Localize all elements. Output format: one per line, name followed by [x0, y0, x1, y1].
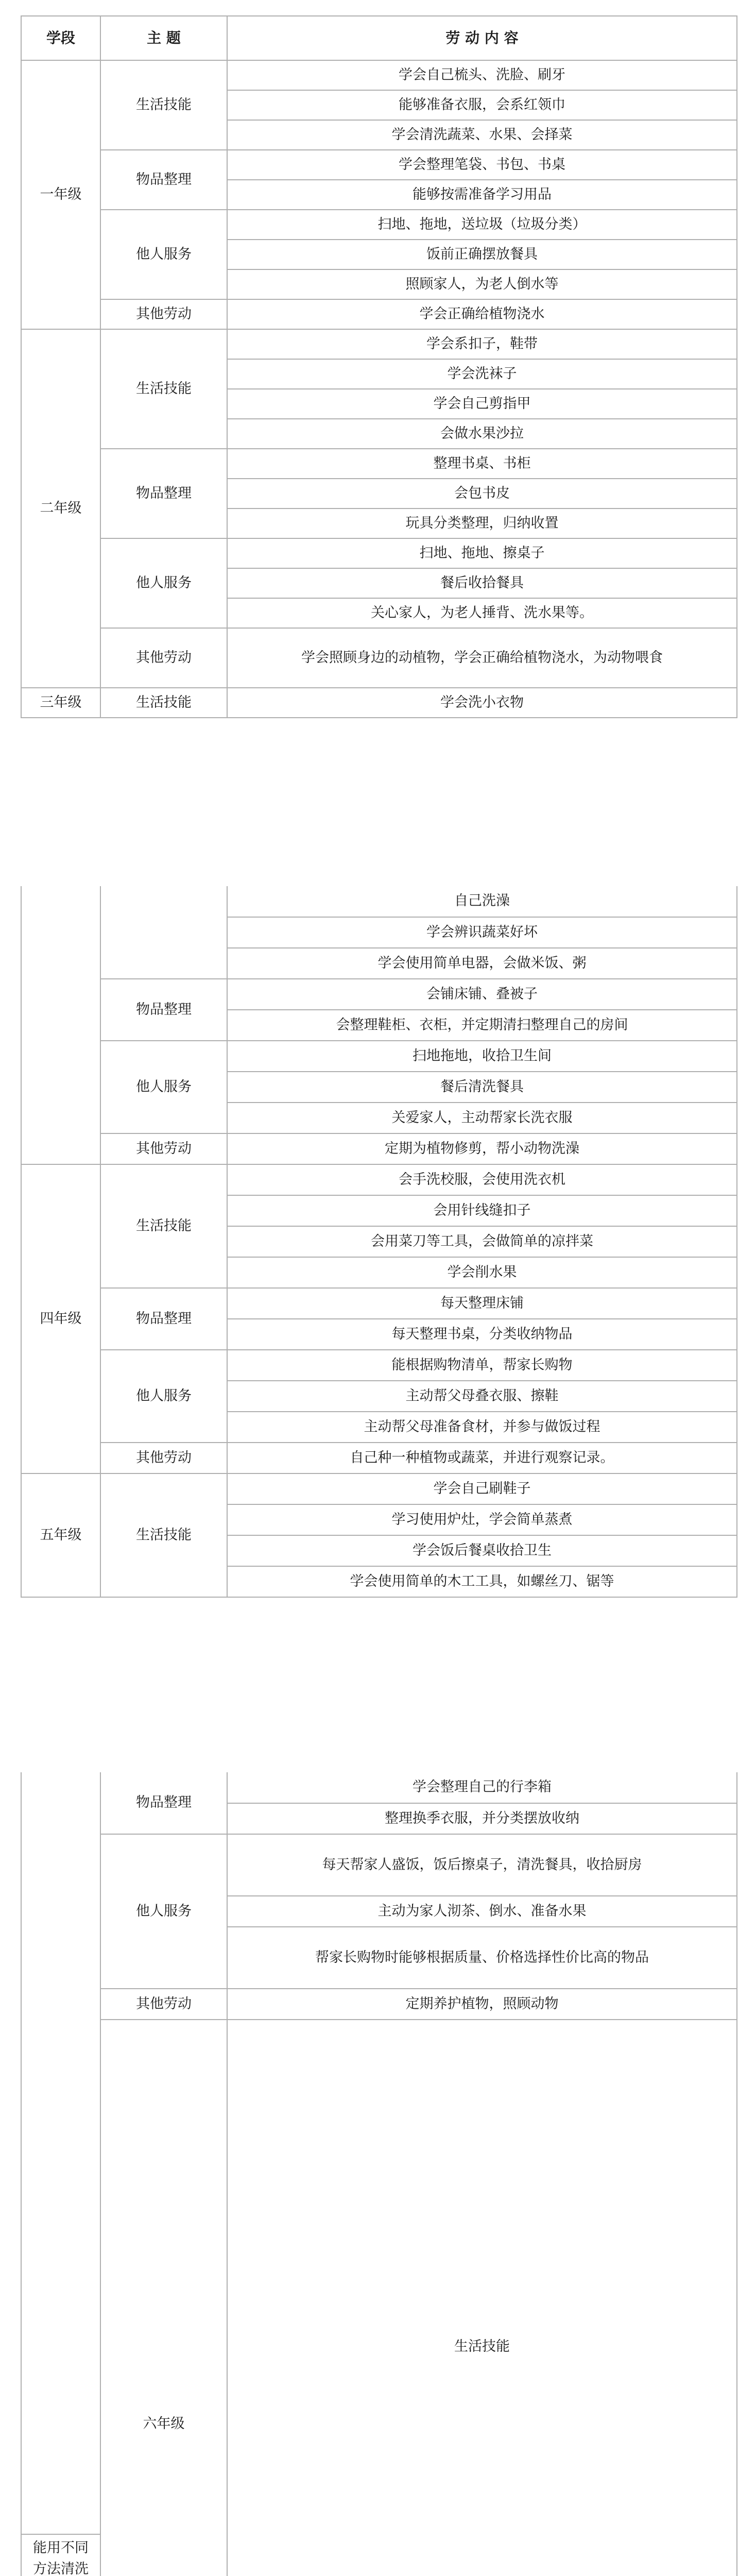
content-cell: 餐后清洗餐具	[227, 1072, 737, 1103]
content-cell: 会手洗校服，会使用洗衣机	[227, 1164, 737, 1195]
content-cell: 学会洗小衣物	[227, 688, 737, 718]
topic-cell: 生活技能	[100, 1473, 227, 1597]
topic-cell: 他人服务	[100, 1350, 227, 1443]
content-cell: 学会正确给植物浇水	[227, 299, 737, 329]
content-cell: 玩具分类整理，归纳收置	[227, 509, 737, 538]
content-cell: 主动帮父母准备食材，并参与做饭过程	[227, 1412, 737, 1443]
header-stage: 学段	[21, 16, 100, 60]
content-cell: 学会清洗蔬菜、水果、会择菜	[227, 120, 737, 150]
table-row	[21, 2020, 737, 2193]
topic-cell: 其他劳动	[100, 1133, 227, 1164]
labor-table-part-1	[21, 15, 737, 718]
content-cell: 学会使用简单的木工工具，如螺丝刀、锯等	[227, 1566, 737, 1597]
content-cell: 会做水果沙拉	[227, 419, 737, 449]
content-cell: 能够按需准备学习用品	[227, 180, 737, 210]
content-cell: 学会自己剪指甲	[227, 389, 737, 419]
header-row	[21, 16, 737, 60]
topic-cell: 生活技能	[100, 1164, 227, 1288]
page-1	[21, 15, 736, 718]
table-row	[21, 1989, 737, 2020]
stage-cell: 一年级	[21, 60, 100, 329]
topic-cell: 生活技能	[100, 60, 227, 150]
table-row	[21, 1288, 737, 1319]
content-cell: 学会削水果	[227, 1257, 737, 1288]
content-cell: 学会整理笔袋、书包、书桌	[227, 150, 737, 180]
content-cell: 餐后收拾餐具	[227, 568, 737, 598]
topic-cell: 物品整理	[100, 979, 227, 1041]
table-row	[21, 538, 737, 568]
table-row	[21, 979, 737, 1010]
content-cell: 主动帮父母叠衣服、擦鞋	[227, 1381, 737, 1412]
content-cell: 扫地、拖地，送垃圾（垃圾分类）	[227, 210, 737, 240]
topic-cell: 其他劳动	[100, 299, 227, 329]
topic-cell: 其他劳动	[100, 628, 227, 688]
content-cell: 定期养护植物，照顾动物	[227, 1989, 737, 2020]
content-cell: 学会洗袜子	[227, 359, 737, 389]
topic-cell: 物品整理	[100, 1772, 227, 1834]
content-cell: 帮家长购物时能够根据质量、价格选择性价比高的物品	[227, 1927, 737, 1989]
topic-cell: 他人服务	[100, 1834, 227, 1989]
content-cell: 关心家人，为老人捶背、洗水果等。	[227, 598, 737, 628]
content-cell: 能够准备衣服，会系红领巾	[227, 90, 737, 120]
content-cell: 学会照顾身边的动植物，学会正确给植物浇水，为动物喂食	[227, 628, 737, 688]
content-cell: 会整理鞋柜、衣柜，并定期清扫整理自己的房间	[227, 1010, 737, 1041]
labor-table-part-3	[21, 1772, 737, 2576]
content-cell: 学会整理自己的行李箱	[227, 1772, 737, 1803]
table-row	[21, 688, 737, 718]
content-cell: 自己种一种植物或蔬菜，并进行观察记录。	[227, 1443, 737, 1473]
content-cell: 饭前正确摆放餐具	[227, 240, 737, 269]
content-cell: 能用不同方法清洗	[21, 2534, 100, 2576]
content-cell: 主动为家人沏茶、倒水、准备水果	[227, 1896, 737, 1927]
content-cell: 照顾家人，为老人倒水等	[227, 269, 737, 299]
table-row	[21, 210, 737, 240]
stage-cell: 二年级	[21, 329, 100, 688]
topic-cell: 他人服务	[100, 538, 227, 628]
topic-cell: 物品整理	[100, 449, 227, 538]
header-content: 劳 动 内 容	[227, 16, 737, 60]
labor-table-part-2	[21, 886, 737, 1598]
table-row	[21, 886, 737, 917]
table-row	[21, 299, 737, 329]
content-cell: 每天整理书桌，分类收纳物品	[227, 1319, 737, 1350]
table-row	[21, 628, 737, 688]
content-cell: 学习使用炉灶，学会简单蒸煮	[227, 1504, 737, 1535]
stage-cell	[21, 1772, 100, 2534]
topic-cell: 生活技能	[227, 2020, 737, 2576]
table-row	[21, 60, 737, 90]
content-cell: 扫地拖地，收拾卫生间	[227, 1041, 737, 1072]
topic-cell: 物品整理	[100, 1288, 227, 1350]
header-topic: 主 题	[100, 16, 227, 60]
topic-cell: 生活技能	[100, 688, 227, 718]
content-cell: 会铺床铺、叠被子	[227, 979, 737, 1010]
stage-cell	[21, 886, 100, 1164]
content-cell: 学会使用简单电器，会做米饭、粥	[227, 948, 737, 979]
content-cell: 学会自己刷鞋子	[227, 1473, 737, 1504]
stage-cell: 六年级	[100, 2020, 227, 2576]
content-cell: 整理换季衣服，并分类摆放收纳	[227, 1803, 737, 1834]
table-row	[21, 1473, 737, 1504]
topic-cell	[100, 886, 227, 979]
stage-cell: 三年级	[21, 688, 100, 718]
content-cell: 学会辨识蔬菜好坏	[227, 917, 737, 948]
table-row	[21, 1834, 737, 1896]
page-2	[21, 886, 736, 1598]
topic-cell: 其他劳动	[100, 1989, 227, 2020]
table-row	[21, 329, 737, 359]
content-cell: 整理书桌、书柜	[227, 449, 737, 479]
content-cell: 会用针线缝扣子	[227, 1195, 737, 1226]
content-cell: 每天帮家人盛饭，饭后擦桌子，清洗餐具，收拾厨房	[227, 1834, 737, 1896]
stage-cell: 四年级	[21, 1164, 100, 1473]
topic-cell: 其他劳动	[100, 1443, 227, 1473]
content-cell: 自己洗澡	[227, 886, 737, 917]
topic-cell: 他人服务	[100, 1041, 227, 1133]
topic-cell: 物品整理	[100, 150, 227, 210]
content-cell: 学会自己梳头、洗脸、刷牙	[227, 60, 737, 90]
content-cell: 扫地、拖地、擦桌子	[227, 538, 737, 568]
content-cell: 会包书皮	[227, 479, 737, 509]
table-row	[21, 1772, 737, 1803]
content-cell: 关爱家人，主动帮家长洗衣服	[227, 1103, 737, 1133]
content-cell: 每天整理床铺	[227, 1288, 737, 1319]
table-row	[21, 150, 737, 180]
stage-cell: 五年级	[21, 1473, 100, 1597]
table-row	[21, 449, 737, 479]
page-3	[21, 1772, 736, 2576]
topic-cell: 他人服务	[100, 210, 227, 299]
content-cell: 能根据购物清单，帮家长购物	[227, 1350, 737, 1381]
table-row	[21, 1443, 737, 1473]
content-cell: 学会系扣子，鞋带	[227, 329, 737, 359]
table-row	[21, 1164, 737, 1195]
content-cell: 学会饭后餐桌收拾卫生	[227, 1535, 737, 1566]
content-cell: 会用菜刀等工具，会做简单的凉拌菜	[227, 1226, 737, 1257]
table-row	[21, 1133, 737, 1164]
topic-cell: 生活技能	[100, 329, 227, 449]
table-row	[21, 1041, 737, 1072]
table-row	[21, 1350, 737, 1381]
content-cell: 定期为植物修剪，帮小动物洗澡	[227, 1133, 737, 1164]
